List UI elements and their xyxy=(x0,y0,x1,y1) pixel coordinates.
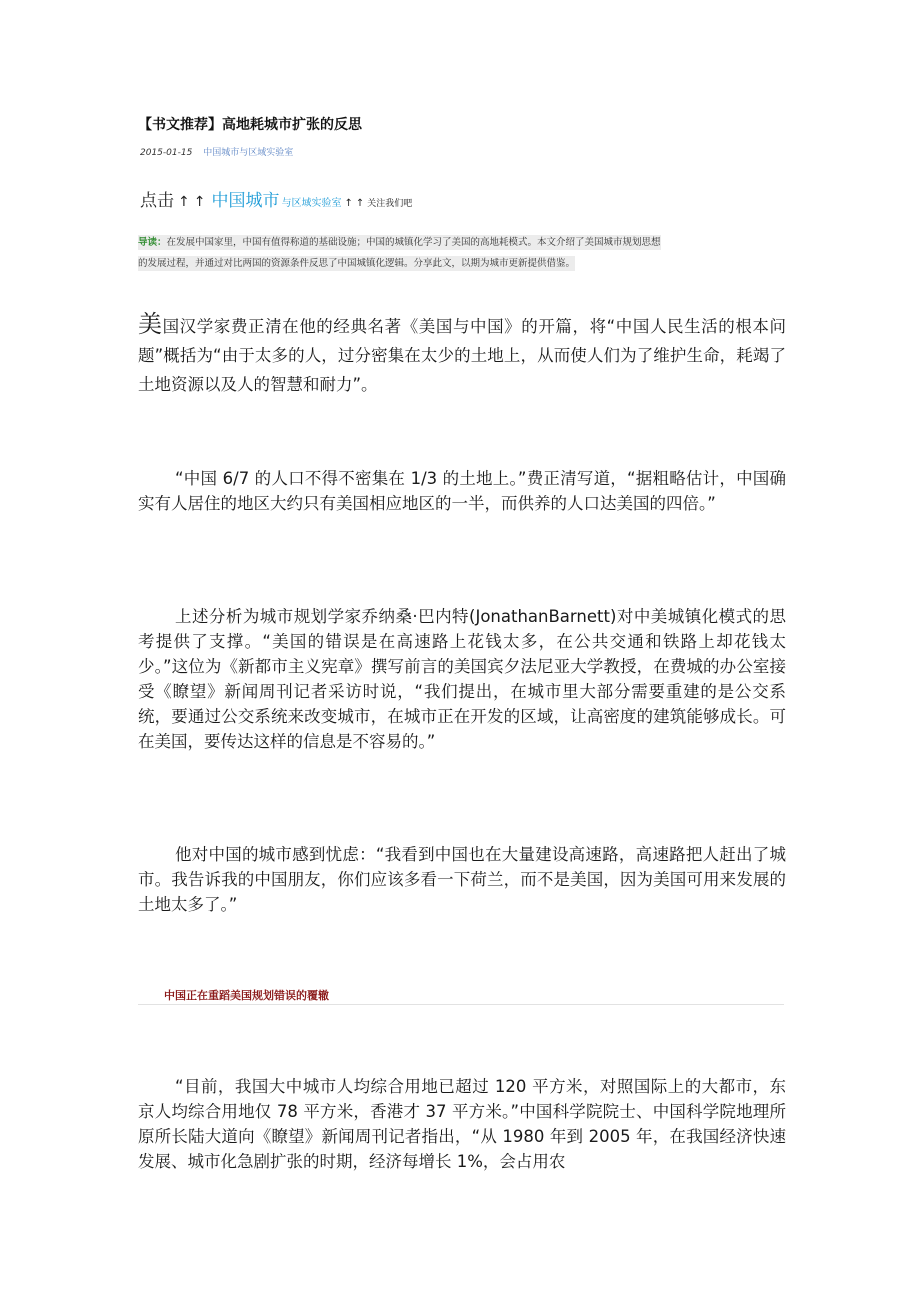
follow-click-text: 点击 xyxy=(140,191,174,211)
follow-banner[interactable] xyxy=(140,186,412,211)
guide-line-1: 在发展中国家里，中国有值得称道的基础设施；中国的城镇化学习了美国的高地耗模式。本文介绍了美国城市规划思想 xyxy=(166,237,661,248)
article-meta xyxy=(140,145,293,158)
account-link[interactable]: 中国城市与区域实验室 xyxy=(203,148,294,158)
brand-name-small[interactable]: 与区域实验室 xyxy=(281,198,342,209)
up-arrow-icon: ↑ xyxy=(344,198,353,209)
article-title: 【书文推荐】高地耗城市扩张的反思 xyxy=(138,117,362,133)
paragraph-3: 上述分析为城市规划学家乔纳桑·巴内特(JonathanBarnett)对中美城镇化模式的思考提供了支撑。“美国的错误是在高速路上花钱太多，在公共交通和铁路上却花钱太少。”这位为《新都市主义宪章》撰写前言的美国宾夕法尼亚大学教授，在费城的办公室接受《瞭望》新闻周刊记者采访时说，“我们提出，在城市里大部分需要重建的是公交系统，要通过公交系统来改变城市，在城市正在开发的区域，让高密度的建筑能够成长。可在美国，要传达这样的信息是不容易的。” xyxy=(138,607,786,751)
paragraph-1 xyxy=(138,312,786,399)
guide-line-2: 的发展过程，并通过对比两国的资源条件反思了中国城镇化逻辑。分享此文，以期为城市更新提供借鉴。 xyxy=(138,258,576,269)
drop-cap: 美 xyxy=(138,310,163,338)
follow-us-text: 关注我们吧 xyxy=(367,199,413,209)
section-divider xyxy=(138,1004,784,1005)
paragraph-4: 他对中国的城市感到忧虑：“我看到中国也在大量建设高速路，高速路把人赶出了城市。我告诉我的中国朋友，你们应该多看一下荷兰，而不是美国，因为美国可用来发展的土地太多了。” xyxy=(138,845,786,914)
paragraph-1-text: 国汉学家费正清在他的经典名著《美国与中国》的开篇，将“中国人民生活的根本问题”概括为“由于太多的人，过分密集在太少的土地上，从而使人们为了维护生命，耗竭了土地资源以及人的智慧和耐力”。 xyxy=(138,317,786,394)
publish-date: 2015-01-15 xyxy=(140,148,193,158)
guide-summary xyxy=(138,232,778,274)
up-arrow-icon: ↑ xyxy=(355,198,365,209)
paragraph-2: “中国 6/7 的人口不得不密集在 1/3 的土地上。”费正清写道，“据粗略估计，中国确实有人居住的地区大约只有美国相应地区的一半，而供养的人口达美国的四倍。” xyxy=(138,469,786,513)
up-arrow-icon: ↑ xyxy=(193,194,206,210)
guide-label: 导读： xyxy=(138,237,167,248)
paragraph-5: “目前，我国大中城市人均综合用地已超过 120 平方米，对照国际上的大都市，东京人均综合用地仅 78 平方米，香港才 37 平方米。”中国科学院院士、中国科学院地理所原所长陆大道向《瞭望》新闻周刊记者指出，“从 1980 年到 2005 年，在我国经济快速发展、城市化急剧扩张的时期，经济每增长 1%，会占用农 xyxy=(138,1077,786,1171)
up-arrow-icon: ↑ xyxy=(178,194,190,210)
brand-name-large[interactable]: 中国城市 xyxy=(211,191,280,211)
section-heading: 中国正在重蹈美国规划错误的覆辙 xyxy=(164,989,329,1002)
